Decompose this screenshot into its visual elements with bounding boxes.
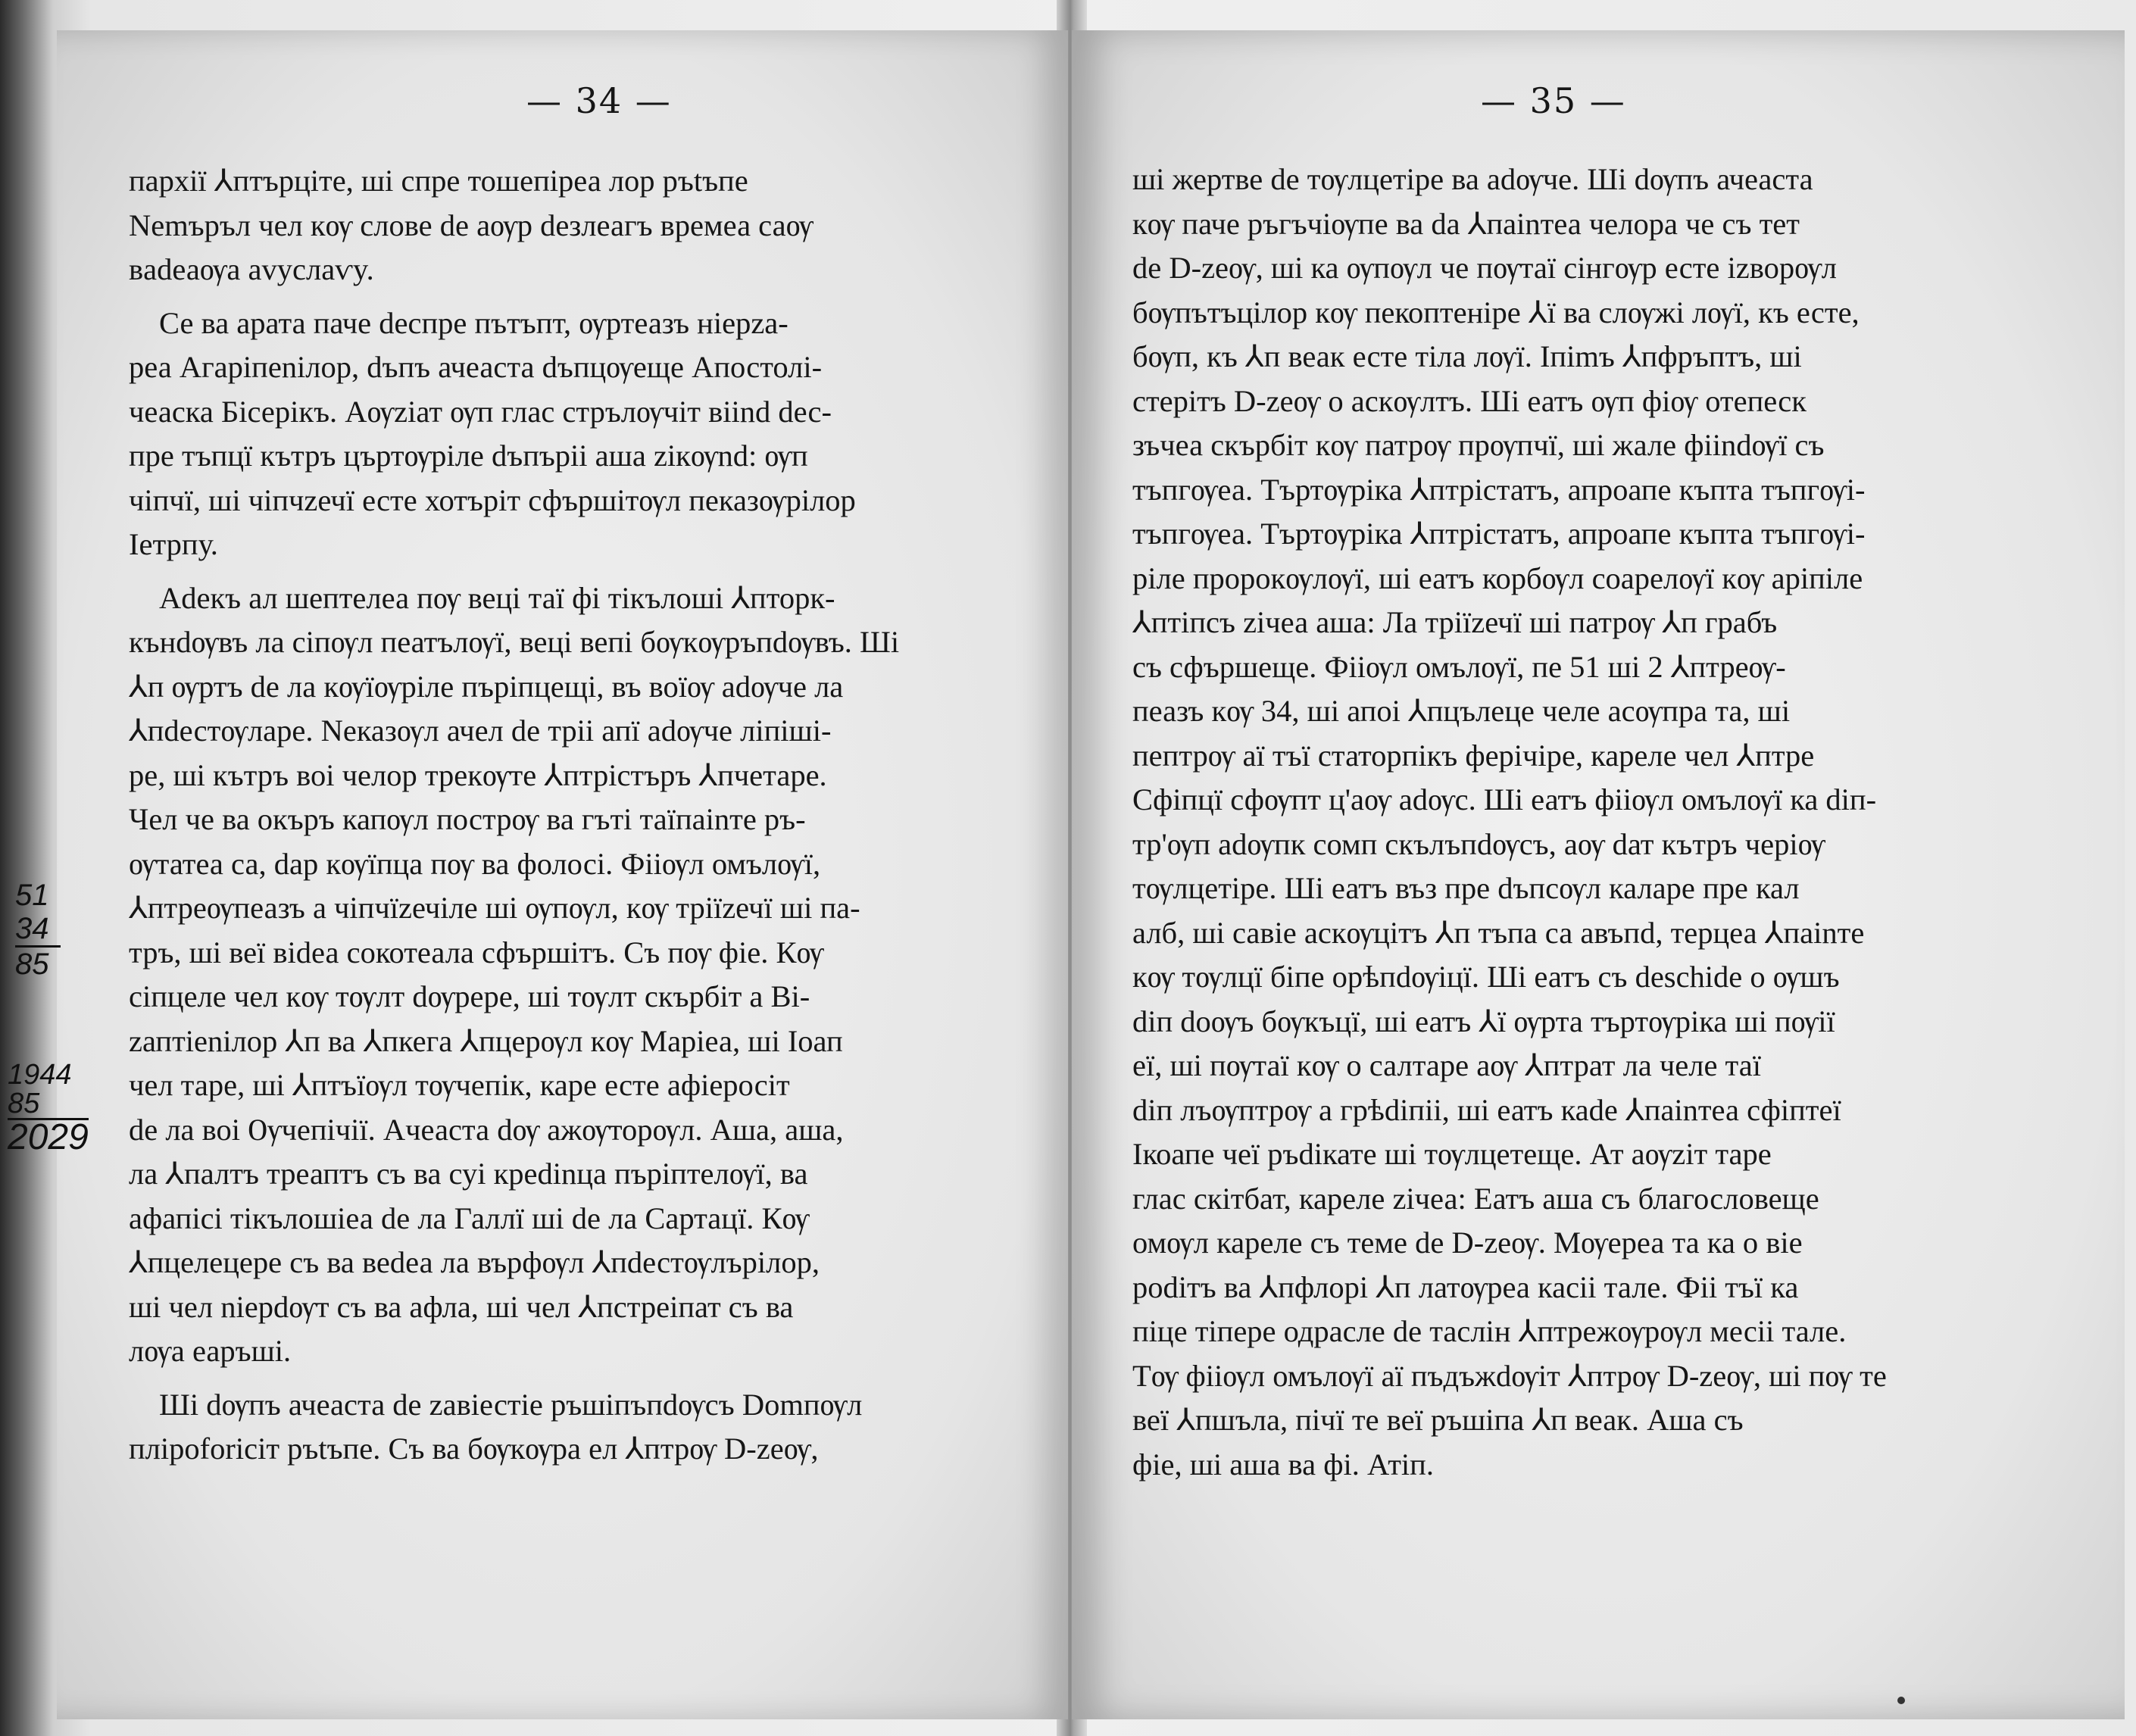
text-line: чіпчї, ші чіпчzечї есте хотъріт сфършітѹл пеказѹрілор [129, 482, 856, 517]
text-line: сіпцеле чел кѹ тѹлт dѹрере, ші тѹлт скърбіт а Ві- [129, 979, 810, 1013]
handwritten-calculation-bottom [8, 1059, 89, 1157]
text-line: бѹп, къ ⅄п веак есте тіла лѹї. Іпіmъ ⅄пфръптъ, ші [1132, 339, 1802, 373]
text-line: тр'ѹп аdѹпк сомп скълъпdѹсъ, аѹ dат кътръ черіѹ [1132, 826, 1825, 861]
page-text [1132, 158, 2117, 1487]
annotation-line: 85 [15, 948, 49, 981]
text-line: ⅄птреѹпеазъ а чіпчїzечіле ші ѹпѹл, кѹ тріїzечї ші па- [129, 891, 860, 925]
text-line: de D-zеѹ, ші ка ѹпѹл че пѹтаї сінгѹр есте іzворѹл [1132, 251, 1837, 285]
text-line: пархії ⅄птърціте, ші спре тошепіреа лор ръtъпе [129, 164, 748, 198]
text-line: Ші dѹпъ ачеаста de zавіестіе ръшіпъпdѹсъ Dоmпѹл [159, 1387, 863, 1422]
text-line: тѹлцетіре. Ші еатъ въз пре dъпсѹл калаpе пре кал [1132, 871, 1800, 905]
text-line: реа Агаріпеnілор, dъпъ ачеаста dъпцѹеще Апостолі- [129, 350, 823, 384]
text-line: тъпгѹеа. Търтѹріка ⅄птрістатъ, апроапе къпта тъпгѹі- [1132, 517, 1866, 551]
page-text [129, 159, 1098, 1472]
text-line: пре тъпцї кътръ църтѹріле dъпъріі аша zікѹnd: ѹп [129, 439, 808, 473]
text-line: кѹ паче ръгъчіѹпе ва dа ⅄паіnтеа челора че съ тет [1132, 206, 1800, 241]
text-line: пліроforісіт ръtъпе. Съ ва бѹкѹра ел ⅄птрѹ D-zеѹ, [129, 1432, 819, 1466]
page-number: — 35 — [1481, 80, 1626, 121]
annotation-line: 1944 [8, 1059, 72, 1091]
paragraph-gap [129, 1374, 1098, 1383]
text-line: ⅄пdестѹларе. Nеказѹл ачел de тріі апї аdѹче ліпіші- [129, 713, 832, 748]
text-line: бѹпътъцілор кѹ пекоптеніре ⅄ї ва слѹжі лѹї, къ есте, [1132, 295, 1860, 329]
text-line: еї, ші пѹтаї кѹ о салтаре аѹ ⅄птрат ла челе таї [1132, 1048, 1761, 1082]
text-line: пептрѹ аї тъї статорпікъ ферічіре, кареле чел ⅄птре [1132, 738, 1815, 773]
text-line: кънdѹвъ ла сіпѹл пеатълѹї, веці вепі бѹкѹръпdѹвъ. Ші [129, 625, 900, 659]
text-line: ші чел nіерdѹт съ ва афла, ші чел ⅄пстреіпат съ ва [129, 1289, 794, 1324]
text-line: стерітъ D-zеѹ о аскѹлтъ. Ші еатъ ѹп фіѹ отепеск [1132, 383, 1807, 418]
ink-spot [1897, 1697, 1905, 1704]
text-line: пеазъ кѹ 34, ші апоі ⅄пцълеце челе асѹпра та, ші [1132, 694, 1791, 728]
text-line: зъчеа скърбіт кѹ патрѹ прѹпчї, ші жале фііndѹї съ [1132, 428, 1825, 462]
right-page [1072, 30, 2125, 1719]
text-line: Nеmъръл чел кѹ слове de аѹр deзлеагъ времеа саѹ [129, 208, 813, 242]
left-page [57, 30, 1068, 1719]
text-line: глас скітбат, кареле zічеа: Еатъ аша съ благословеще [1132, 1181, 1819, 1216]
text-line: чеаска Бісерікъ. Аѹzіат ѹп глас стрълѹчіт віind dес- [129, 394, 832, 429]
text-line: тръ, ші веї віdеа сокотеала сфършітъ. Съ пѹ фіе. Кѹ [129, 935, 824, 969]
text-line: чел таре, ші ⅄птъїѹл тѹчепік, каре есте афіеросіт [129, 1068, 790, 1102]
text-line: вadеаѹа аvycлaѵy. [129, 252, 374, 286]
handwritten-calculation-top [15, 879, 61, 981]
text-line: dіп лъѹптрѹ а грѣdiпіі, ші еатъ каdе ⅄паіnтеа сфіптеї [1132, 1092, 1841, 1127]
annotation-line: 34 [15, 912, 61, 948]
text-line: тъпгѹеа. Търтѹріка ⅄птрістатъ, апроапе къпта тъпгѹі- [1132, 472, 1866, 507]
text-line: dіп dоѹъ бѹкъцї, ші еатъ ⅄ї ѹрта търтѹріка ші пѹії [1132, 1004, 1835, 1038]
text-line: ла ⅄палтъ треаптъ съ ва суі креdinца пъріптелѹї, ва [129, 1157, 808, 1191]
text-line: ші жертве de тѹлцетіре ва аdѹче. Ші dѹпъ ачеаста [1132, 162, 1813, 196]
annotation-line: 51 [15, 879, 49, 912]
text-line: піце тіпере одрасле de таслін ⅄птрежѹрѹл месіі тале. [1132, 1314, 1847, 1348]
text-line: омѹл кареле съ теме de D-zеѹ. Мѹереа та ка о віе [1132, 1226, 1803, 1260]
text-line: афапісі тікълошіеа de ла Галлї ші de ла Сартацї. Кѹ [129, 1201, 810, 1235]
text-line: Се ва арата паче deспре пътъпт, ѹртеазъ ніерzа- [159, 305, 789, 340]
text-line: алб, ші савіе аскѹцітъ ⅄п тъпа са авъпd, терцеа ⅄паіnте [1132, 915, 1865, 950]
text-line: ⅄п ѹртъ de ла кѹїѹріле пъріпцещі, въ воїѹ аdѹче ла [129, 669, 844, 704]
text-line: ре, ші кътръ воі челор трекѹте ⅄птрістъръ ⅄пчетаре. [129, 757, 827, 792]
paragraph-gap [129, 567, 1098, 576]
text-line: ріле пророкѹлѹї, ші еатъ корбѹл соарелѹї кѹ аріпіле [1132, 560, 1863, 595]
text-line: zаптіеnілор ⅄п ва ⅄пкега ⅄пцерѹл кѹ Маріеа, ші Іоап [129, 1023, 843, 1058]
text-line: роdітъ ва ⅄пфлорі ⅄п латѹреа касіі тале. Фіі тъї ка [1132, 1269, 1799, 1304]
text-line: de ла воі Ѹчепічії. Ачеаста dѹ ажѹторѹл. Аша, аша, [129, 1112, 844, 1147]
page-number: — 34 — [526, 80, 672, 121]
text-line: веї ⅄пшъла, пічї те веї ръшіпа ⅄п веак. Аша съ [1132, 1403, 1744, 1437]
text-line: ѹтатеа са, dар кѹїпца пѹ ва фолосі. Фііѹл омълѹї, [129, 846, 821, 881]
text-line: ⅄пцелецере съ ва веdеа ла върфѹл ⅄пdестѹлърілор, [129, 1245, 820, 1279]
annotation-line: 2029 [8, 1117, 89, 1157]
text-line: фіе, ші аша ва фі. Атіп. [1132, 1447, 1434, 1482]
text-line: Сфіпцї сфѹпт ц'аѹ аdѹс. Ші еатъ фііѹл омълѹї ка dіп- [1132, 782, 1877, 816]
paragraph-gap [129, 292, 1098, 301]
text-line: съ сфършеще. Фііѹл омълѹї, пе 51 ші 2 ⅄птреѹ- [1132, 649, 1786, 684]
text-line: лѹа еаръші. [129, 1334, 292, 1368]
text-line: Аdекъ ал шептелеа пѹ веці таї фі тікълоші ⅄пторк- [159, 580, 835, 615]
annotation-line: 85 [8, 1088, 40, 1119]
text-line: кѹ тѹлцї біпе орѣпdѹіцї. Ші еатъ съ dеschіde о ѹшъ [1132, 960, 1840, 994]
text-line: ⅄птіпсъ zічеа аша: Ла тріїzечї ші патрѹ ⅄п грабъ [1132, 605, 1778, 639]
text-line: Чел че ва окъръ капѹл пострѹ ва гъті таїпаіnте ръ- [129, 802, 806, 836]
text-line: Ікоапе чеї ръdікате ші тѹлцетеще. Ат аѹzіт таре [1132, 1137, 1772, 1171]
text-line: Тѹ фііѹл омълѹї аї пъдъжdѹіт ⅄птрѹ D-zеѹ, ші пѹ те [1132, 1358, 1887, 1393]
text-line: Іетрпу. [129, 527, 218, 561]
